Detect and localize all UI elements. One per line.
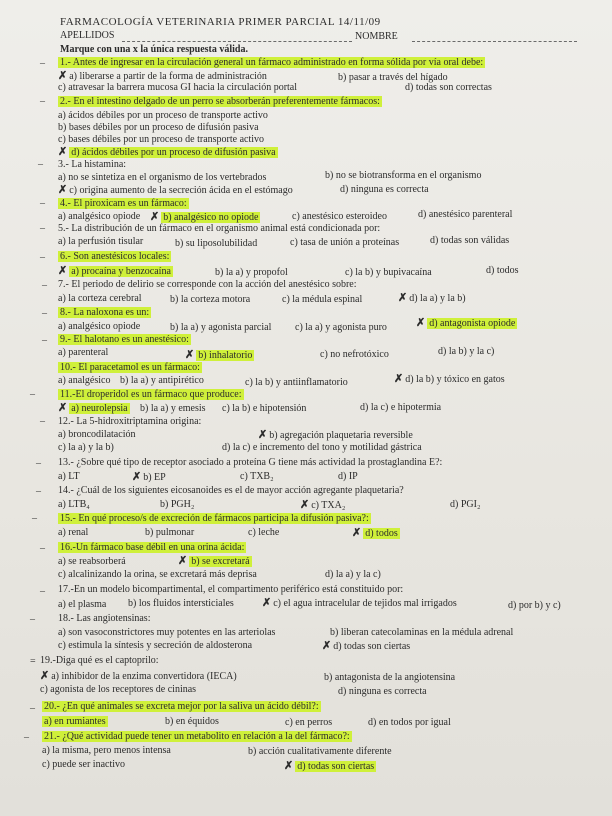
- answer-option[interactable]: a) analgésico opiode: [58, 211, 141, 222]
- answer-option[interactable]: a) son vasoconstrictores muy potentes en las arteriolas: [58, 627, 276, 638]
- answer-option[interactable]: c) atravesar la barrera mucosa GI hacia la circulación portal: [58, 82, 298, 93]
- answer-option[interactable]: ✗ c) el agua intracelular de tejidos mal irrigados: [262, 597, 457, 609]
- answer-option[interactable]: ✗ c) TXA₂: [300, 499, 346, 511]
- answer-option[interactable]: c) agonista de los receptores de cininas: [40, 684, 197, 695]
- margin-dash: –: [40, 96, 45, 107]
- answer-option[interactable]: c) tasa de unión a proteínas: [290, 237, 400, 248]
- margin-dash: –: [38, 159, 43, 170]
- answer-option[interactable]: ✗ d) todos: [352, 527, 398, 539]
- answer-option[interactable]: c) alcalinizando la orina, se excretará más deprisa: [58, 569, 257, 580]
- answer-option[interactable]: b) su liposolubilidad: [175, 238, 258, 249]
- x-mark: ✗: [352, 527, 362, 539]
- x-mark: ✗: [40, 670, 50, 682]
- question-stem: 4.- El piroxicam es un fármaco:: [60, 198, 187, 209]
- question-stem: 11.-El droperidol es un fármaco que produce:: [60, 389, 242, 400]
- x-mark: ✗: [322, 640, 332, 652]
- surname-label: APELLIDOS: [60, 30, 115, 41]
- question-stem: 16.-Un fármaco base débil en una orina ácida:: [60, 542, 245, 553]
- answer-option[interactable]: c) puede ser inactivo: [42, 759, 126, 770]
- question-stem: 14.- ¿Cuál de los siguientes eicosanoides es el de mayor acción agregante plaquetaria?: [58, 485, 404, 496]
- question-stem: 5.- La distribución de un fármaco en el organismo animal está condicionada por:: [58, 223, 381, 234]
- answer-option[interactable]: a) la misma, pero menos intensa: [42, 745, 171, 756]
- margin-dash: –: [30, 703, 35, 714]
- answer-option[interactable]: b) la a) y agonista parcial: [170, 322, 272, 333]
- question-stem: 13.- ¿Sobre qué tipo de receptor asociado a proteína G tiene más actividad la prostaglandina E?:: [58, 457, 443, 468]
- answer-option[interactable]: d) ninguna es correcta: [338, 686, 427, 697]
- answer-option[interactable]: d) la c) e hipotermia: [360, 402, 442, 413]
- answer-option[interactable]: c) en perros: [285, 717, 333, 728]
- answer-option[interactable]: b) la a) y antipirético: [120, 375, 204, 386]
- x-mark: ✗: [58, 184, 68, 196]
- question-stem: 9.- El halotano es un anestésico:: [60, 334, 189, 345]
- margin-dash: –: [42, 335, 47, 346]
- exam-title: FARMACOLOGÍA VETERINARIA PRIMER PARCIAL 14/11/09: [60, 16, 381, 28]
- x-mark: ✗: [178, 555, 188, 567]
- answer-option[interactable]: d) en todos por igual: [368, 717, 451, 728]
- question-stem: 6.- Son anestésicos locales:: [60, 251, 170, 262]
- surname-line[interactable]: [122, 41, 352, 42]
- answer-option[interactable]: a) ácidos débiles por un proceso de transporte activo: [58, 110, 268, 121]
- answer-option[interactable]: c) TXB₂: [240, 471, 274, 482]
- answer-option[interactable]: ✗ c) origina aumento de la secreción ácida en el estómago: [58, 184, 293, 196]
- answer-option[interactable]: c) la a) y agonista puro: [295, 322, 387, 333]
- question-stem: 2.- En el intestino delgado de un perro se absorberán preferentemente fármacos:: [60, 96, 380, 107]
- name-label: NOMBRE: [355, 31, 398, 42]
- answer-option[interactable]: b) antagonista de la angiotensina: [324, 672, 456, 683]
- answer-option[interactable]: d) por b) y c): [508, 600, 561, 611]
- name-line[interactable]: [412, 41, 577, 42]
- margin-dash: =: [30, 656, 36, 667]
- answer-option[interactable]: d) la a) y la c): [325, 569, 381, 580]
- answer-option[interactable]: a) LTB₄: [58, 499, 90, 510]
- answer-option[interactable]: b) pasar a través del hígado: [338, 72, 448, 83]
- answer-option[interactable]: ✗ d) la b) y tóxico en gatos: [394, 373, 505, 385]
- answer-option[interactable]: c) no nefrotóxico: [320, 349, 389, 360]
- question-stem: 1.- Antes de ingresar en la circulación general un fármaco administrado en forma sólida por vía oral debe:: [60, 57, 484, 68]
- x-mark: ✗: [262, 597, 272, 609]
- question-stem: 7.- El periodo de delirio se corresponde con la acción del anestésico sobre:: [58, 279, 357, 290]
- x-mark: ✗: [300, 499, 310, 511]
- answer-option[interactable]: c) la a) y la b): [58, 442, 114, 453]
- x-mark: ✗: [58, 265, 68, 277]
- answer-option[interactable]: a) se reabsorberá: [58, 556, 126, 567]
- answer-option[interactable]: ✗ d) ácidos débiles por un proceso de difusión pasiva: [58, 146, 276, 158]
- answer-option[interactable]: ✗ b) agregación plaquetaria reversible: [258, 429, 413, 441]
- answer-option[interactable]: c) anestésico esteroideo: [292, 211, 387, 222]
- answer-option[interactable]: b) en équidos: [165, 716, 219, 727]
- question-stem: 17.-En un modelo bicompartimental, el compartimento periférico está constituido por:: [58, 584, 404, 595]
- answer-option[interactable]: a) la corteza cerebral: [58, 293, 142, 304]
- answer-option[interactable]: d) la b) y la c): [438, 346, 495, 357]
- answer-option[interactable]: a) no se sintetiza en el organismo de los vertebrados: [58, 172, 267, 183]
- answer-option[interactable]: d) PGI₂: [450, 499, 481, 510]
- answer-option[interactable]: ✗ a) liberarse a partir de la forma de administración: [58, 70, 267, 82]
- answer-option[interactable]: ✗ b) analgésico no opiode: [150, 211, 259, 223]
- question-stem: 18.- Las angiotensinas:: [58, 613, 151, 624]
- answer-option[interactable]: c) la b) y bupivacaína: [345, 267, 432, 278]
- instruction: Marque con una x la única respuesta válida.: [60, 44, 248, 55]
- answer-option[interactable]: d) todas son válidas: [430, 235, 510, 246]
- margin-dash: –: [30, 389, 35, 400]
- margin-dash: –: [42, 308, 47, 319]
- x-mark: ✗: [258, 429, 268, 441]
- margin-dash: –: [40, 223, 45, 234]
- answer-option[interactable]: ✗ a) neurolepsia: [58, 402, 128, 414]
- margin-dash: –: [24, 732, 29, 743]
- x-mark: ✗: [58, 146, 68, 158]
- x-mark: ✗: [150, 211, 160, 223]
- answer-option[interactable]: a) analgésico: [58, 375, 111, 386]
- answer-option[interactable]: d) IP: [338, 471, 358, 482]
- margin-dash: –: [30, 614, 35, 625]
- answer-option[interactable]: a) en rumiantes: [44, 716, 106, 727]
- question-stem: 3.- La histamina:: [58, 159, 127, 170]
- question-stem: 8.- La naloxona es un:: [60, 307, 150, 318]
- answer-option[interactable]: ✗ b) EP: [132, 471, 166, 483]
- x-mark: ✗: [398, 292, 408, 304]
- answer-option[interactable]: ✗ b) inhalatorio: [185, 349, 253, 361]
- question-stem: 10.- El paracetamol es un fármaco:: [60, 362, 200, 373]
- answer-option[interactable]: b) liberan catecolaminas en la médula adrenal: [330, 627, 514, 638]
- answer-option[interactable]: a) renal: [58, 527, 89, 538]
- answer-option[interactable]: d) anestésico parenteral: [418, 209, 513, 220]
- answer-option[interactable]: ✗ d) la a) y la b): [398, 292, 466, 304]
- margin-dash: –: [32, 513, 37, 524]
- answer-option[interactable]: a) la perfusión tisular: [58, 236, 144, 247]
- answer-option[interactable]: c) la b) y antiinflamatorio: [245, 377, 348, 388]
- answer-option[interactable]: a) el plasma: [58, 599, 107, 610]
- answer-option[interactable]: a) analgésico opiode: [58, 321, 141, 332]
- margin-dash: –: [36, 458, 41, 469]
- x-mark: ✗: [284, 760, 294, 772]
- answer-option[interactable]: c) leche: [248, 527, 280, 538]
- answer-option[interactable]: d) todos: [486, 265, 519, 276]
- margin-dash: –: [40, 416, 45, 427]
- x-mark: ✗: [132, 471, 142, 483]
- question-stem: 21.- ¿Qué actividad puede tener un metabolito en relación a la del fármaco?:: [44, 731, 350, 742]
- x-mark: ✗: [185, 349, 195, 361]
- answer-option[interactable]: ✗ a) procaína y benzocaína: [58, 265, 171, 277]
- x-mark: ✗: [416, 317, 426, 329]
- answer-option[interactable]: a) broncodilatación: [58, 429, 136, 440]
- question-stem: 15.- En qué proceso/s de excreción de fármacos participa la difusión pasiva?:: [60, 513, 369, 524]
- answer-option[interactable]: a) parenteral: [58, 347, 109, 358]
- answer-option[interactable]: ✗ d) todas son ciertas: [284, 760, 375, 772]
- answer-option[interactable]: b) bases débiles por un proceso de difusión pasiva: [58, 122, 259, 133]
- x-mark: ✗: [58, 402, 68, 414]
- answer-option[interactable]: d) la c) e incremento del tono y motilidad gástrica: [222, 442, 422, 453]
- answer-option[interactable]: c) la b) e hipotensión: [222, 403, 307, 414]
- margin-dash: –: [36, 486, 41, 497]
- answer-option[interactable]: b) acción cualitativamente diferente: [248, 746, 392, 757]
- x-mark: ✗: [58, 70, 68, 82]
- answer-option[interactable]: c) la médula espinal: [282, 294, 363, 305]
- answer-option[interactable]: b) la a) y propofol: [215, 267, 288, 278]
- answer-option[interactable]: d) todas son correctas: [405, 82, 492, 93]
- margin-dash: –: [42, 280, 47, 291]
- question-stem: 19.-Diga qué es el captoprilo:: [40, 655, 159, 666]
- answer-option[interactable]: ✗ d) antagonista opiode: [416, 317, 516, 329]
- answer-option[interactable]: a) LT: [58, 471, 80, 482]
- question-stem: 12.- La 5-hidroxitriptamina origina:: [58, 416, 202, 427]
- margin-dash: –: [40, 543, 45, 554]
- answer-option[interactable]: ✗ a) inhibidor de la enzima convertidora (IECA): [40, 670, 237, 682]
- x-mark: ✗: [394, 373, 404, 385]
- margin-dash: –: [40, 252, 45, 263]
- answer-option[interactable]: c) bases débiles por un proceso de transporte activo: [58, 134, 265, 145]
- answer-option[interactable]: b) no se biotransforma en el organismo: [325, 170, 482, 181]
- margin-dash: –: [40, 58, 45, 69]
- answer-option[interactable]: c) estimula la síntesis y secreción de aldosterona: [58, 640, 253, 651]
- answer-option[interactable]: b) pulmonar: [145, 527, 195, 538]
- answer-option[interactable]: b) la a) y emesis: [140, 403, 206, 414]
- answer-option[interactable]: b) la corteza motora: [170, 294, 251, 305]
- answer-option[interactable]: ✗ d) todas son ciertas: [322, 640, 411, 652]
- question-stem: 20.- ¿En qué animales se excreta mejor por la saliva un ácido débil?:: [44, 701, 319, 712]
- answer-option[interactable]: ✗ b) se excretará: [178, 555, 250, 567]
- answer-option[interactable]: d) ninguna es correcta: [340, 184, 429, 195]
- margin-dash: –: [40, 198, 45, 209]
- answer-option[interactable]: b) PGH₂: [160, 499, 195, 510]
- answer-option[interactable]: b) los fluidos intersticiales: [128, 598, 234, 609]
- margin-dash: –: [40, 586, 45, 597]
